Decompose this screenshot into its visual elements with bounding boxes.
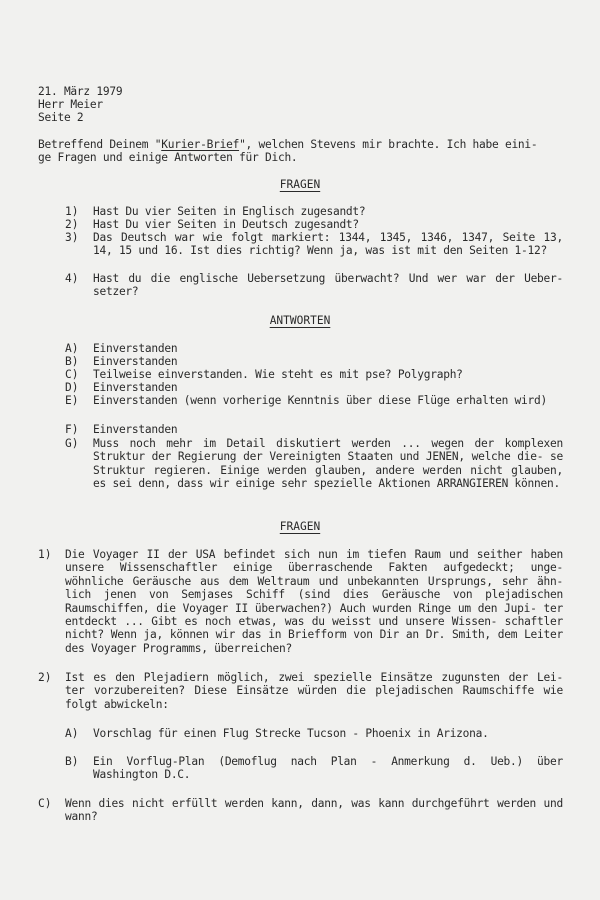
letter-date: 21. März 1979 [38,85,123,98]
heading-text: FRAGEN [279,520,321,533]
intro-line-2: ge Fragen und einige Antworten für Dich. [38,151,298,164]
page-number: Seite 2 [38,111,84,124]
sub-question-text: Ein Vorflug-Plan (Demoflug nach Plan - Anmerkung d. Ueb.) über Washington D.C. [93,755,563,782]
section-heading-antworten [0,314,600,328]
answer-text: Einverstanden (wenn vorherige Kenntnis über diese Flüge erhalten wird) [93,394,547,407]
question-label: C) [38,797,52,810]
answer-text: Einverstanden [93,342,178,355]
answer-text: Einverstanden [93,423,178,436]
sub-question-label: A) [65,727,79,740]
answer-label: B) [65,355,79,368]
letter-recipient: Herr Meier [38,98,103,111]
answer-text: Muss noch mehr im Detail diskutiert werden ... wegen der komplexen Struktur der Regierung der Vereinigten Staaten und JENEN, welche die- se Struktur regieren. Einige werden glauben, andere werden nicht glauben, es sei denn, dass wir einige sehr spezielle Aktionen ARRANGIEREN können. [93,437,563,491]
question-text: Ist es den Plejadiern möglich, zwei spezielle Einsätze zugunsten der Lei- ter vorzubereiten? Diese Einsätze würden die plejadischen Raumschiffe wie folgt abwickeln: [65,671,563,711]
answer-label: A) [65,342,79,355]
question-label: 1) [38,548,52,561]
question-text: Hast Du vier Seiten in Deutsch zugesandt? [93,218,359,231]
sub-question-label: B) [65,755,79,768]
question-label: 3) [65,231,79,244]
heading-text: ANTWORTEN [269,314,331,327]
section-heading-fragen-1 [0,178,600,192]
question-text: Hast du die englische Uebersetzung überwacht? Und wer war der Ueber- setzer? [93,272,563,299]
question-text: Hast Du vier Seiten in Englisch zugesandt? [93,205,366,218]
answer-label: G) [65,437,79,450]
answer-label: C) [65,368,79,381]
intro-before: Betreffend Deinem " [38,138,162,151]
answer-label: D) [65,381,79,394]
question-text: Wenn dies nicht erfüllt werden kann, dann, was kann durchgeführt werden und wann? [65,797,563,824]
answer-label: E) [65,394,79,407]
answer-text: Teilweise einverstanden. Wie steht es mit pse? Polygraph? [93,368,463,381]
intro-after: ", welchen Stevens mir brachte. Ich habe eini- [239,138,538,151]
heading-text: FRAGEN [279,178,321,191]
question-label: 2) [38,671,52,684]
sub-question-text: Vorschlag für einen Flug Strecke Tucson - Phoenix in Arizona. [93,727,489,740]
question-label: 2) [65,218,79,231]
section-heading-fragen-2 [0,520,600,534]
answer-text: Einverstanden [93,355,178,368]
intro-line-1 [38,138,537,151]
kurier-brief-term: Kurier-Brief [161,138,240,151]
question-label: 4) [65,272,79,285]
question-text: Das Deutsch war wie folgt markiert: 1344, 1345, 1346, 1347, Seite 13, 14, 15 und 16. Ist dies richtig? Wenn ja, was ist mit den Seiten 1-12? [93,231,563,258]
question-text: Die Voyager II der USA befindet sich nun im tiefen Raum und seither haben unsere Wissenschaftler einige überraschende Fakten aufgedeckt; unge- wöhnliche Geräusche aus dem Weltraum und unbekannten Ursprungs, sehr ähn- lich jenen von Semjases Schiff (sind dies Geräusche von plejadischen Raumschiffen, die Voyager II überwachen?) Auch wurden Ringe um den Jupi- ter entdeckt ... Gibt es noch etwas, was du weisst und unsere Wissen- schaftler nicht? Wenn ja, können wir das in Briefform von Dir an Dr. Smith, dem Leiter des Voyager Programms, überreichen? [65,548,563,655]
answer-label: F) [65,423,79,436]
question-label: 1) [65,205,79,218]
answer-text: Einverstanden [93,381,178,394]
